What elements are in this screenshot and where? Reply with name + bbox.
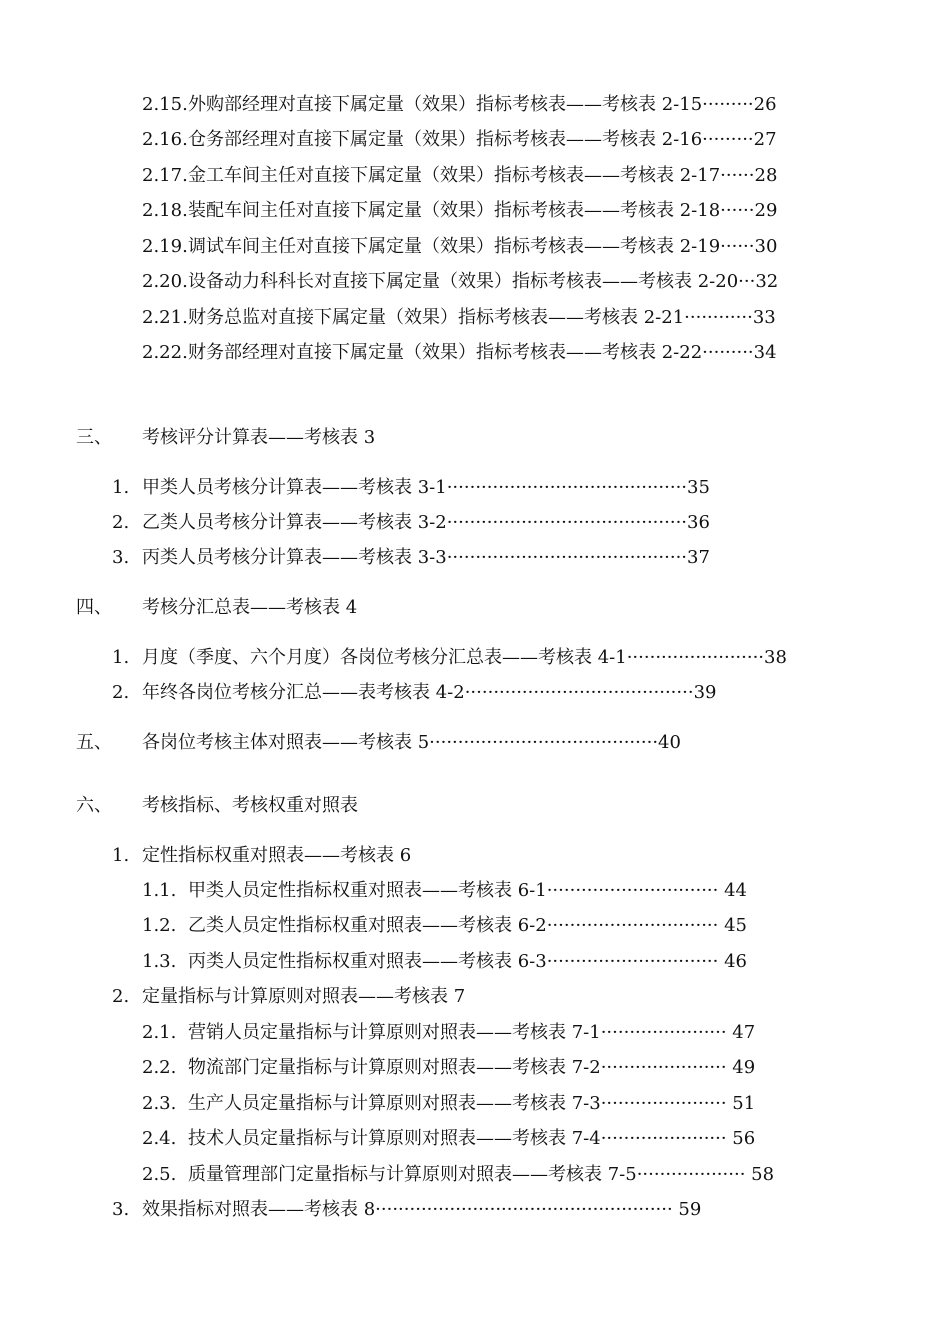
- toc-entry-number: 2.5.: [142, 1164, 177, 1185]
- toc-entry-number: 2.2.: [142, 1057, 177, 1078]
- toc-entry-text: 乙类人员考核分计算表——考核表 3-2··········································36: [142, 512, 710, 533]
- toc-entry-text: 装配车间主任对直接下属定量（效果）指标考核表——考核表 2-18······29: [188, 200, 778, 221]
- toc-entry-number: 3.: [112, 547, 130, 568]
- toc-entry-text: 物流部门定量指标与计算原则对照表——考核表 7-2······················ 49: [188, 1057, 756, 1078]
- toc-entry-text: 金工车间主任对直接下属定量（效果）指标考核表——考核表 2-17······28: [188, 165, 778, 186]
- toc-entry-number: 1.: [112, 647, 130, 668]
- toc-entry-text: 财务部经理对直接下属定量（效果）指标考核表——考核表 2-22·········34: [188, 342, 777, 363]
- section-title: 各岗位考核主体对照表——考核表 5········································40: [142, 732, 681, 753]
- toc-entry-number: 2.19.: [142, 236, 188, 257]
- section-title: 考核分汇总表——考核表 4: [142, 597, 358, 618]
- toc-entry-number: 2.17.: [142, 165, 188, 186]
- toc-entry-text: 技术人员定量指标与计算原则对照表——考核表 7-4······················ 56: [188, 1128, 756, 1149]
- toc-entry-number: 3.: [112, 1199, 130, 1220]
- section-number: 三、: [76, 427, 112, 448]
- toc-entry-number: 2.18.: [142, 200, 188, 221]
- toc-entry-text: 外购部经理对直接下属定量（效果）指标考核表——考核表 2-15·········26: [188, 94, 777, 115]
- toc-entry-text: 月度（季度、六个月度）各岗位考核分汇总表——考核表 4-1························38: [142, 647, 787, 668]
- toc-entry-text: 财务总监对直接下属定量（效果）指标考核表——考核表 2-21············33: [188, 307, 776, 328]
- toc-entry-text: 设备动力科科长对直接下属定量（效果）指标考核表——考核表 2-20···32: [188, 271, 779, 292]
- toc-entry-number: 1.: [112, 477, 130, 498]
- toc-entry-number: 2.16.: [142, 129, 188, 150]
- toc-entry-text: 定量指标与计算原则对照表——考核表 7: [142, 986, 466, 1007]
- section-title: 考核评分计算表——考核表 3: [142, 427, 376, 448]
- toc-entry-number: 2.20.: [142, 271, 188, 292]
- toc-entry-text: 乙类人员定性指标权重对照表——考核表 6-2······························ 45: [188, 915, 747, 936]
- toc-entry-number: 2.1.: [142, 1022, 177, 1043]
- toc-entry-text: 仓务部经理对直接下属定量（效果）指标考核表——考核表 2-16·········27: [188, 129, 777, 150]
- toc-entry-number: 2.3.: [142, 1093, 177, 1114]
- toc-entry-text: 定性指标权重对照表——考核表 6: [142, 845, 412, 866]
- toc-entry-text: 生产人员定量指标与计算原则对照表——考核表 7-3······················ 51: [188, 1093, 756, 1114]
- toc-entry-number: 2.15.: [142, 94, 188, 115]
- section-number: 四、: [76, 597, 112, 618]
- toc-entry-number: 2.22.: [142, 342, 188, 363]
- toc-entry-text: 甲类人员考核分计算表——考核表 3-1··········································35: [142, 477, 710, 498]
- toc-entry-text: 丙类人员考核分计算表——考核表 3-3··········································37: [142, 547, 710, 568]
- toc-entry-text: 调试车间主任对直接下属定量（效果）指标考核表——考核表 2-19······30: [188, 236, 778, 257]
- section-title: 考核指标、考核权重对照表: [142, 795, 358, 816]
- section-number: 五、: [76, 732, 112, 753]
- toc-entry-number: 2.: [112, 986, 130, 1007]
- toc-entry-number: 1.3.: [142, 951, 177, 972]
- toc-entry-text: 效果指标对照表——考核表 8···················································· 59: [142, 1199, 702, 1220]
- toc-entry-text: 质量管理部门定量指标与计算原则对照表——考核表 7-5··················· 58: [188, 1164, 775, 1185]
- toc-entry-number: 2.21.: [142, 307, 188, 328]
- toc-entry-number: 2.4.: [142, 1128, 177, 1149]
- toc-entry-text: 年终各岗位考核分汇总——表考核表 4-2········································39: [142, 682, 717, 703]
- toc-entry-text: 丙类人员定性指标权重对照表——考核表 6-3······························ 46: [188, 951, 747, 972]
- toc-entry-number: 1.2.: [142, 915, 177, 936]
- section-number: 六、: [76, 795, 112, 816]
- toc-entry-text: 甲类人员定性指标权重对照表——考核表 6-1······························ 44: [188, 880, 747, 901]
- toc-entry-number: 2.: [112, 512, 130, 533]
- toc-entry-number: 1.: [112, 845, 130, 866]
- toc-entry-number: 2.: [112, 682, 130, 703]
- toc-entry-number: 1.1.: [142, 880, 177, 901]
- toc-entry-text: 营销人员定量指标与计算原则对照表——考核表 7-1······················ 47: [188, 1022, 756, 1043]
